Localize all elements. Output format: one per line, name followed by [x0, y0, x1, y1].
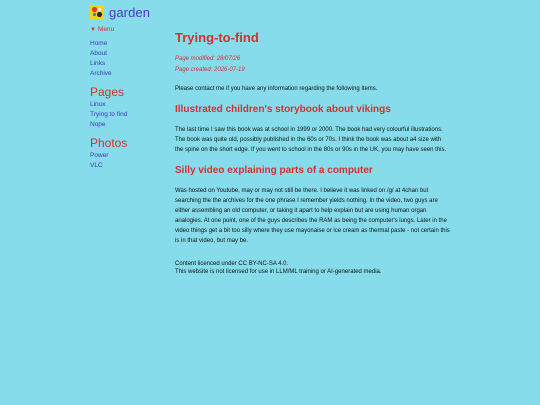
- nav-link-nope[interactable]: Nope: [90, 121, 106, 128]
- nav-item-nope: [90, 120, 170, 130]
- main-nav-list: [90, 39, 170, 79]
- pages-nav-list: [90, 100, 170, 130]
- photos-nav-list: [90, 151, 170, 171]
- nav-item-trying-to-find: [90, 110, 170, 120]
- yellow-flower-icon: [90, 5, 104, 19]
- ai-notice-text: This website is not licensed for use in LLM/ML training or AI-generated media.: [175, 269, 382, 275]
- nav-link-vlc[interactable]: VLC: [90, 162, 103, 169]
- page-modified-date: Page modified: 28/07/26: [175, 56, 241, 62]
- nav-item-linux: [90, 100, 170, 110]
- page-title: Trying-to-find: [175, 30, 259, 45]
- menu-label: Menu: [97, 26, 115, 33]
- nav-item-links: [90, 59, 170, 69]
- license-text: Content licenced under CC BY-NC-SA 4.0.: [175, 261, 289, 267]
- nav-link-power[interactable]: Power: [90, 152, 109, 159]
- site-name-link[interactable]: garden: [109, 4, 151, 20]
- page-meta: [175, 54, 450, 76]
- site-brand: [90, 3, 170, 21]
- section-heading-pages: Pages: [90, 85, 125, 99]
- nav-link-about[interactable]: About: [90, 50, 107, 57]
- item-body-computer-video: Was hosted on Youtube, may or may not still be there. I believe it was linked on /g/ at 4chan but searching the the archives for the one phrase I remember yields nothing. In the video, two guys are either assembling an old computer, or taking it apart to help explain but are using human organ analogies. At one point, one of the guys describes the RAM as being the computer's lungs. Later in the video things get a bit too silly where they use mayonaise or ice cream as thermal paste - not certain this is in that video, but may be.: [175, 188, 450, 244]
- nav-link-trying-to-find[interactable]: Trying to find: [90, 111, 128, 118]
- section-heading-photos: Photos: [90, 136, 128, 150]
- item-body-viking-book: The last time I saw this book was at school in 1999 or 2000. The book had very colourful illustrations. The book was quite old, possibly published in the 60s or 70s. I think the book was about a4 size with the spine on the short edge. If you went to school in the 80s or 90s in the UK, you may have seen this.: [175, 127, 447, 153]
- triangle-down-icon: ▼: [90, 27, 96, 33]
- nav-item-about: [90, 49, 170, 59]
- nav-item-home: [90, 39, 170, 49]
- nav-item-vlc: [90, 161, 170, 171]
- menu-toggle[interactable]: [90, 26, 170, 33]
- page-footer: [175, 260, 450, 276]
- item-heading-viking-book: Illustrated children's storybook about vikings: [175, 104, 391, 115]
- main-content: [175, 30, 450, 276]
- page-created-date: Page created: 2026-07-19: [175, 67, 245, 73]
- sidebar: [90, 3, 170, 171]
- nav-link-links[interactable]: Links: [90, 60, 106, 67]
- nav-link-linux[interactable]: Linux: [90, 101, 106, 108]
- nav-item-archive: [90, 69, 170, 79]
- nav-link-archive[interactable]: Archive: [90, 70, 112, 77]
- nav-link-home[interactable]: Home: [90, 40, 108, 47]
- item-heading-computer-video: Silly video explaining parts of a computer: [175, 165, 373, 176]
- nav-item-power: [90, 151, 170, 161]
- intro-paragraph: Please contact me if you have any information regarding the following items.: [175, 86, 378, 92]
